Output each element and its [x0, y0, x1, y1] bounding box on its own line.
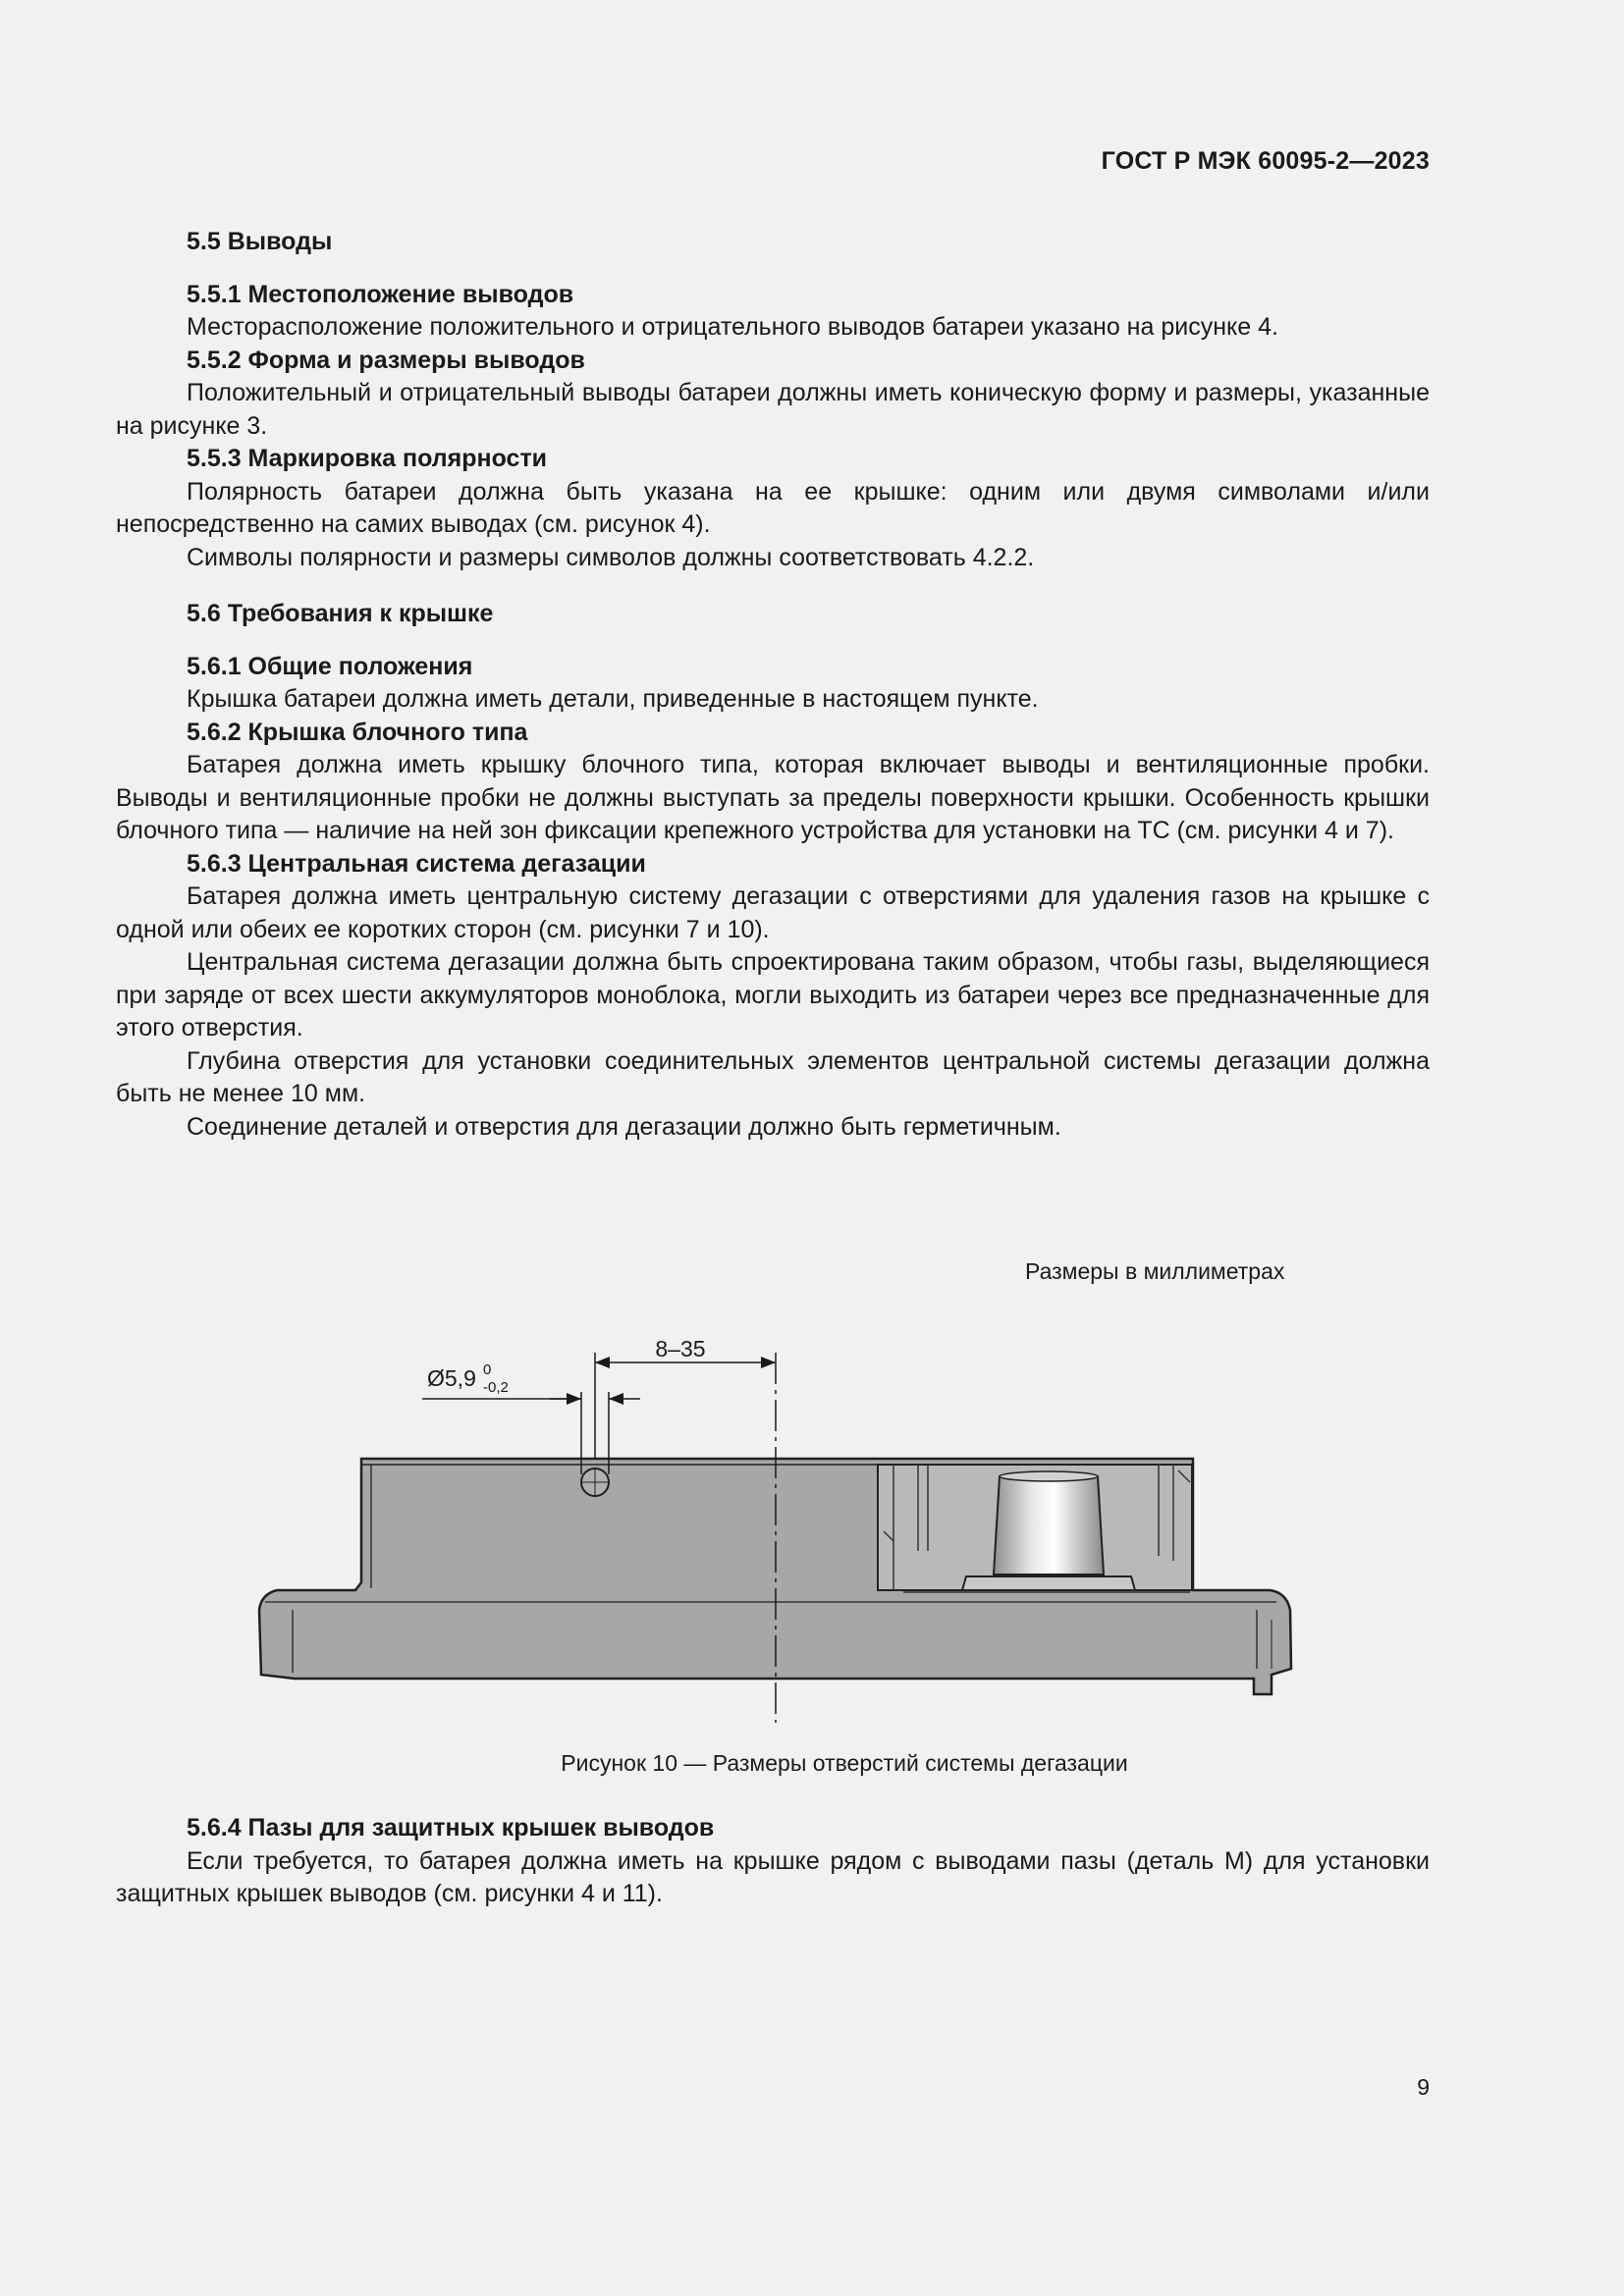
- section-heading: 5.5 Выводы: [187, 228, 333, 255]
- dimension-tolerance-upper: 0: [483, 1362, 492, 1378]
- degassing-cover-drawing: [0, 1306, 1624, 1737]
- paragraph: Батарея должна иметь крышку блочного типа, которая включает выводы и вентиляционные пробки. Выводы и вентиляционные пробки не должны выступать за пределы поверхности крышки. Особенность крышки блочного типа — наличие на ней зон фиксации крепежного устройства для установки на ТС (см. рисунки 4 и 7).: [116, 751, 1430, 844]
- paragraph: Глубина отверстия для установки соединительных элементов центральной системы дегазации должна быть не менее 10 мм.: [116, 1046, 1430, 1107]
- paragraph: Батарея должна иметь центральную систему дегазации с отверстиями для удаления газов на крышке с одной или обеих ее коротких сторон (см. рисунки 7 и 10).: [116, 882, 1430, 943]
- subsection-heading: 5.6.4 Пазы для защитных крышек выводов: [187, 1814, 715, 1842]
- paragraph: Соединение деталей и отверстия для дегазации должно быть герметичным.: [187, 1112, 1061, 1141]
- section-heading: 5.6 Требования к крышке: [187, 600, 494, 627]
- paragraph: Месторасположение положительного и отрицательного выводов батареи указано на рисунке 4.: [187, 313, 1278, 341]
- figure-caption: Рисунок 10 — Размеры отверстий системы дегазации: [561, 1750, 1128, 1776]
- subsection-heading: 5.5.3 Маркировка полярности: [187, 445, 548, 472]
- paragraph: Центральная система дегазации должна быть спроектирована таким образом, чтобы газы, выделяющиеся при заряде от всех шести аккумуляторов моноблока, могли выходить из батареи через все предназначенные для этого отверстия.: [116, 948, 1430, 1041]
- paragraph: Крышка батареи должна иметь детали, приведенные в настоящем пункте.: [187, 685, 1039, 713]
- page-number: 9: [1417, 2074, 1430, 2100]
- dimension-tolerance-lower: -0,2: [483, 1379, 509, 1396]
- paragraph: Символы полярности и размеры символов должны соответствовать 4.2.2.: [187, 543, 1035, 571]
- paragraph: Если требуется, то батарея должна иметь на крышке рядом с выводами пазы (деталь М) для установки защитных крышек выводов (см. рисунки 4 и 11).: [116, 1846, 1430, 1907]
- paragraph: Полярность батареи должна быть указана на ее крышке: одним или двумя символами и/или непосредственно на самих выводах (см. рисунок 4).: [116, 477, 1430, 538]
- subsection-heading: 5.6.1 Общие положения: [187, 652, 473, 680]
- body-text-continued: [116, 1812, 1430, 1911]
- document-code: ГОСТ Р МЭК 60095-2—2023: [1101, 147, 1430, 175]
- dimension-range-label: 8–35: [655, 1336, 706, 1362]
- subsection-heading: 5.6.2 Крышка блочного типа: [187, 718, 528, 746]
- subsection-heading: 5.5.2 Форма и размеры выводов: [187, 346, 585, 374]
- subsection-heading: 5.5.1 Местоположение выводов: [187, 280, 574, 308]
- paragraph: Положительный и отрицательный выводы батареи должны иметь коническую форму и размеры, указанные на рисунке 3.: [116, 379, 1430, 440]
- units-note: Размеры в миллиметрах: [1025, 1258, 1285, 1284]
- dimension-diameter-label: Ø5,9: [427, 1365, 476, 1391]
- subsection-heading: 5.6.3 Центральная система дегазации: [187, 849, 646, 878]
- body-text: [116, 226, 1430, 1144]
- vent-hole: [581, 1468, 609, 1496]
